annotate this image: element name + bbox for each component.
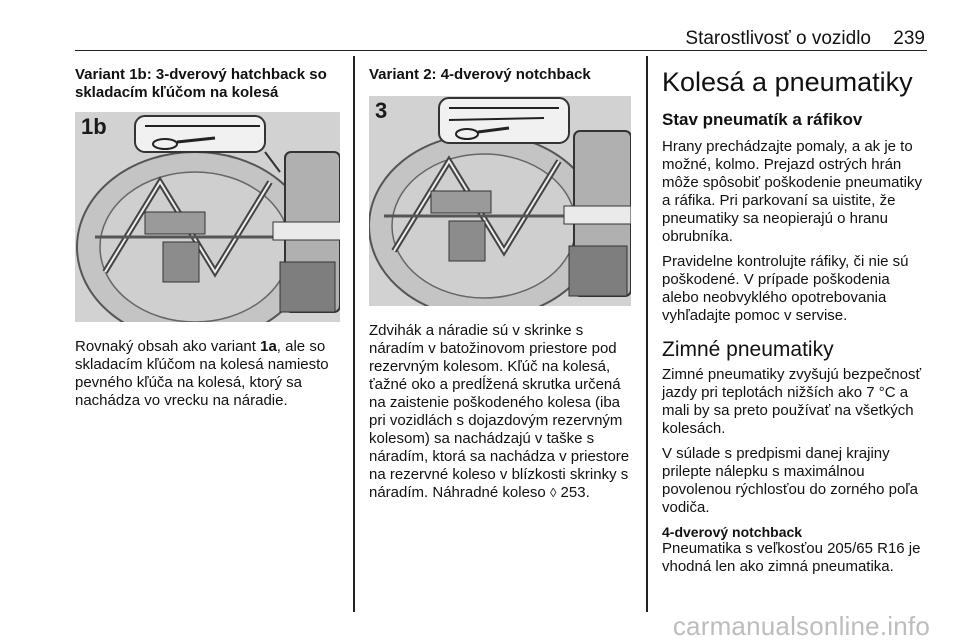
winter-tyres-p1: Zimné pneumatiky zvyšujú bezpečnosť jazdy pri teplotách nižších ako 7 °C a mali by sa preto používať na všetkých kolesách. [662,366,922,437]
tyre-condition-p1: Hrany prechádzajte pomaly, a ak je to možné, kolmo. Prejazd ostrých hrán môže spôsobiť poškodenie pneumatiky a ráfika. Pri parkovaní sa uistite, že pneumatiky sa neopierajú o hranu obrubníka. [662,138,922,245]
page-number: 239 [893,28,925,49]
notchback-jack-illustration [369,96,631,306]
variant-2-heading: Variant 2: 4-dverový notchback [369,66,591,83]
variant-ref: 1a [260,338,277,355]
notchback-tyre-text: Pneumatika s veľkosťou 205/65 R16 je vhodná len ako zimná pneumatika. [662,540,921,575]
column-2 [369,66,634,509]
variant-1b-body [75,338,343,410]
trunk-jack-illustration [75,112,340,322]
column-divider-1 [353,56,355,612]
body-text-part: Rovnaký obsah ako variant [75,338,261,355]
column-3 [662,66,930,583]
column-1 [75,66,343,417]
figure-label: 1b [81,114,107,139]
page-reference-icon: ◊ [549,485,557,500]
notchback-subheading: 4-dverový notchback [662,524,803,540]
column-divider-2 [646,56,648,612]
figure-label: 3 [375,98,388,123]
watermark: carmanualsonline.info [672,611,930,641]
chapter-title: Kolesá a pneumatiky [662,67,913,97]
variant-2-body [369,322,634,502]
body-text-part: Zdvihák a náradie sú v skrinke s náradím v batožinovom priestore pod rezervným kolesom. Kľúč na kolesá, ťažné oko a predĺžená skrutka určená na zaistenie poškodeného kolesa (iba pri vozidlách s dojazdovým rezervným kolesom) sa nachádzajú v taške s náradím, ktorá sa nachádza v priestore na rezervné koleso v blízkosti skrinky s náradím. Náhradné koleso [369,322,630,501]
body-text-part: , ale so skladacím kľúčom na kolesá namiesto pevného kľúča na kolesá, ktorý sa nachádza vo vrecku na náradie. [75,338,329,409]
winter-tyres-p2: V súlade s predpismi danej krajiny prilepte nálepku s maximálnou povolenou rýchlosťou do zorného poľa vodiča. [662,445,919,516]
winter-tyres-heading: Zimné pneumatiky [662,338,834,361]
variant-1b-heading: Variant 1b: 3-dverový hatchback so skladacím kľúčom na kolesá [75,66,327,101]
page-reference-link[interactable]: 253. [556,484,590,501]
figure-3 [369,96,631,306]
page-header [75,28,927,51]
tyre-condition-p2: Pravidelne kontrolujte ráfiky, či nie sú poškodené. V prípade poškodenia alebo neobvyklého opotrebovania vyhľadajte pomoc v servise. [662,253,909,324]
figure-1b [75,112,340,322]
section-title: Starostlivosť o vozidlo [685,28,871,49]
tyre-condition-heading: Stav pneumatík a ráfikov [662,110,863,129]
